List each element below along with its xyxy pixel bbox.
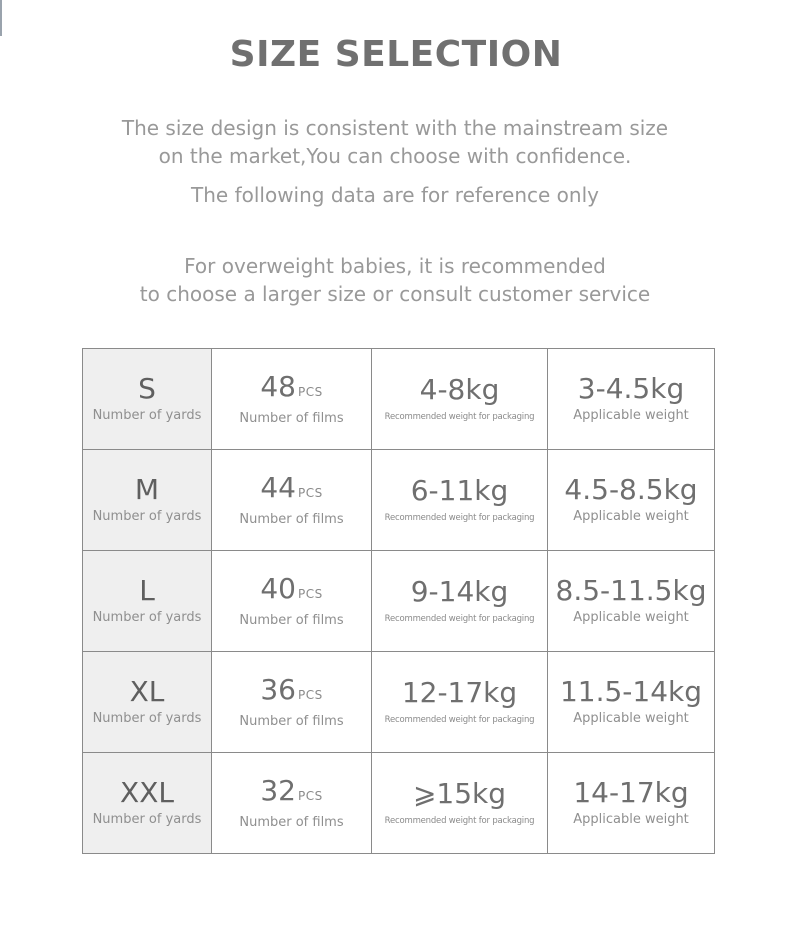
intro-paragraph bbox=[0, 114, 790, 170]
count-unit: PCS bbox=[297, 687, 323, 702]
edge-divider bbox=[0, 0, 2, 36]
table-row bbox=[83, 652, 715, 753]
size-caption: Number of yards bbox=[92, 812, 202, 827]
applicable-weight-value: 4.5-8.5kg bbox=[564, 473, 698, 506]
reference-note-text: The following data are for reference only bbox=[191, 183, 599, 207]
size-table bbox=[82, 348, 715, 854]
size-label: M bbox=[134, 473, 160, 506]
recommended-weight-value: 9-14kg bbox=[410, 575, 509, 608]
count-caption: Number of films bbox=[239, 511, 344, 527]
count-value: 32 bbox=[260, 773, 296, 807]
applicable-weight-cell bbox=[548, 551, 715, 652]
count-unit: PCS bbox=[297, 788, 323, 803]
recommended-weight-value: 6-11kg bbox=[410, 474, 509, 507]
size-caption: Number of yards bbox=[92, 610, 202, 625]
intro-line-1: The size design is consistent with the mainstream size bbox=[121, 116, 669, 140]
recommended-weight-value: ⩾15kg bbox=[412, 777, 507, 810]
table-row bbox=[83, 349, 715, 450]
table-row bbox=[83, 753, 715, 854]
intro-line-2: on the market,You can choose with confidence. bbox=[158, 144, 632, 168]
applicable-weight-value: 3-4.5kg bbox=[577, 372, 685, 405]
recommended-weight-caption: Recommended weight for packaging bbox=[384, 816, 535, 826]
count-value: 48 bbox=[260, 369, 296, 403]
applicable-weight-value: 11.5-14kg bbox=[559, 675, 703, 708]
applicable-weight-cell bbox=[548, 450, 715, 551]
size-cell bbox=[83, 349, 212, 450]
recommended-weight-cell bbox=[372, 450, 548, 551]
recommended-weight-caption: Recommended weight for packaging bbox=[384, 513, 535, 523]
recommended-weight-cell bbox=[372, 349, 548, 450]
count-unit: PCS bbox=[297, 384, 323, 399]
applicable-weight-cell bbox=[548, 753, 715, 854]
recommended-weight-value: 12-17kg bbox=[401, 676, 518, 709]
recommended-weight-cell bbox=[372, 753, 548, 854]
size-cell bbox=[83, 652, 212, 753]
count-caption: Number of films bbox=[239, 814, 344, 830]
applicable-weight-caption: Applicable weight bbox=[573, 509, 689, 524]
count-cell bbox=[212, 753, 372, 854]
recommended-weight-caption: Recommended weight for packaging bbox=[384, 614, 535, 624]
applicable-weight-cell bbox=[548, 349, 715, 450]
table-row bbox=[83, 450, 715, 551]
recommended-weight-value: 4-8kg bbox=[419, 373, 500, 406]
count-value: 44 bbox=[260, 470, 296, 504]
count-cell bbox=[212, 652, 372, 753]
count-cell bbox=[212, 551, 372, 652]
count-cell bbox=[212, 450, 372, 551]
applicable-weight-caption: Applicable weight bbox=[573, 610, 689, 625]
applicable-weight-value: 14-17kg bbox=[573, 776, 689, 809]
count-caption: Number of films bbox=[239, 410, 344, 426]
recommended-weight-cell bbox=[372, 652, 548, 753]
table-row bbox=[83, 551, 715, 652]
recommended-weight-caption: Recommended weight for packaging bbox=[384, 412, 535, 422]
count-caption: Number of films bbox=[239, 612, 344, 628]
count-caption: Number of films bbox=[239, 713, 344, 729]
recommended-weight-cell bbox=[372, 551, 548, 652]
recommended-weight-caption: Recommended weight for packaging bbox=[384, 715, 535, 725]
applicable-weight-cell bbox=[548, 652, 715, 753]
count-value: 36 bbox=[260, 672, 296, 706]
applicable-weight-value: 8.5-11.5kg bbox=[555, 574, 707, 607]
page-title: SIZE SELECTION bbox=[229, 34, 563, 75]
size-cell bbox=[83, 450, 212, 551]
size-caption: Number of yards bbox=[92, 509, 202, 524]
size-cell bbox=[83, 753, 212, 854]
size-label: XXL bbox=[120, 776, 174, 809]
advice-paragraph bbox=[0, 252, 790, 308]
size-caption: Number of yards bbox=[92, 408, 202, 423]
applicable-weight-caption: Applicable weight bbox=[573, 408, 689, 423]
count-unit: PCS bbox=[297, 586, 323, 601]
size-caption: Number of yards bbox=[92, 711, 202, 726]
count-value: 40 bbox=[260, 571, 296, 605]
size-label: XL bbox=[129, 675, 165, 708]
applicable-weight-caption: Applicable weight bbox=[573, 711, 689, 726]
advice-line-1: For overweight babies, it is recommended bbox=[184, 254, 606, 278]
size-label: L bbox=[139, 574, 155, 607]
advice-line-2: to choose a larger size or consult customer service bbox=[139, 282, 651, 306]
reference-note bbox=[0, 181, 790, 209]
count-unit: PCS bbox=[297, 485, 323, 500]
count-cell bbox=[212, 349, 372, 450]
applicable-weight-caption: Applicable weight bbox=[573, 812, 689, 827]
size-cell bbox=[83, 551, 212, 652]
size-label: S bbox=[138, 372, 156, 405]
